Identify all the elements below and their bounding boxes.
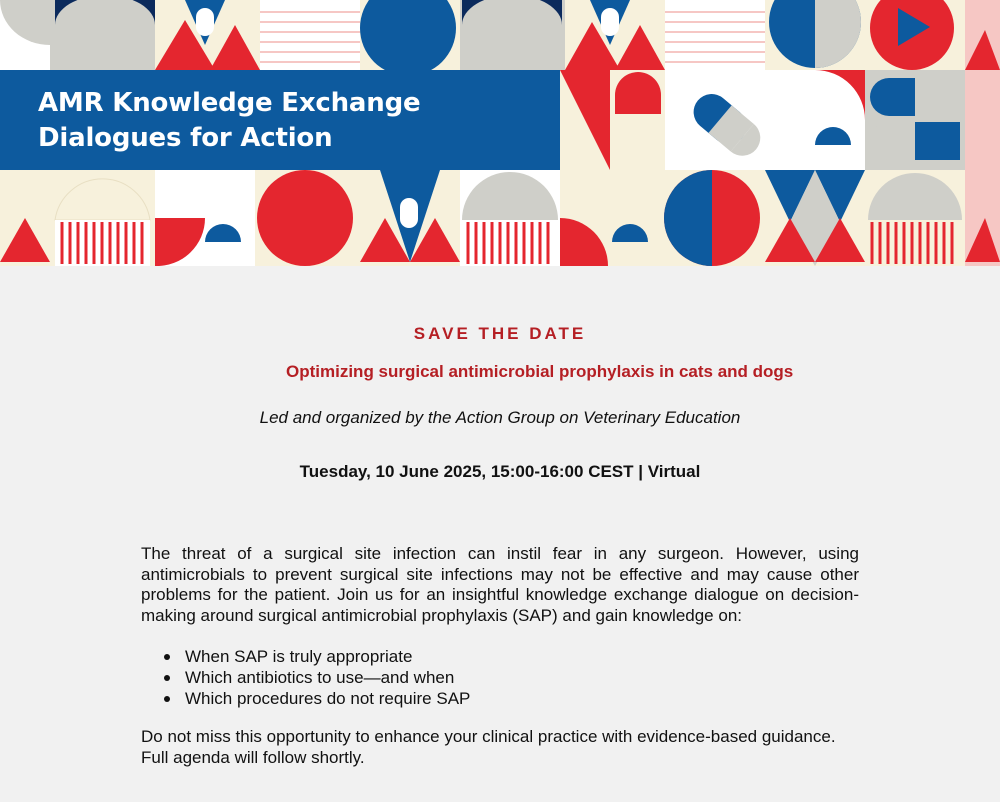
event-title: Optimizing surgical antimicrobial prophylaxis in cats and dogs bbox=[286, 362, 794, 381]
organizer-line: Led and organized by the Action Group on Veterinary Education bbox=[259, 408, 741, 427]
intro-paragraph: The threat of a surgical site infection can instil fear in any surgeon. However, using antimicrobials to prevent surgical site infections may not be effective and may cause other problems for the patient. Join us for an insightful knowledge exchange dialogue on decision-making around surgical antimicrobial prophylaxis (SAP) and gain knowledge on: bbox=[141, 544, 859, 626]
list-item bbox=[160, 688, 860, 709]
list-item-text: Which procedures do not require SAP bbox=[185, 689, 471, 708]
list-item bbox=[160, 667, 860, 688]
bullet-icon bbox=[164, 654, 170, 660]
closing-paragraph bbox=[141, 726, 859, 768]
bullet-icon bbox=[164, 675, 170, 681]
closing-line-1: Do not miss this opportunity to enhance your clinical practice with evidence-based guidance. bbox=[141, 727, 836, 746]
list-item-text: Which antibiotics to use—and when bbox=[185, 668, 455, 687]
announcement-body bbox=[0, 266, 1000, 802]
closing-line-2: Full agenda will follow shortly. bbox=[141, 748, 365, 767]
banner-title-line2: Dialogues for Action bbox=[38, 123, 333, 153]
banner-title-line1: AMR Knowledge Exchange bbox=[38, 88, 421, 118]
save-the-date-label: SAVE THE DATE bbox=[413, 324, 587, 343]
list-item-text: When SAP is truly appropriate bbox=[185, 647, 413, 666]
bullet-icon bbox=[164, 696, 170, 702]
banner-title bbox=[38, 86, 558, 156]
event-date-line: Tuesday, 10 June 2025, 15:00-16:00 CEST | Virtual bbox=[299, 462, 701, 481]
topic-list bbox=[160, 646, 860, 709]
header-banner bbox=[0, 0, 1000, 266]
list-item bbox=[160, 646, 860, 667]
